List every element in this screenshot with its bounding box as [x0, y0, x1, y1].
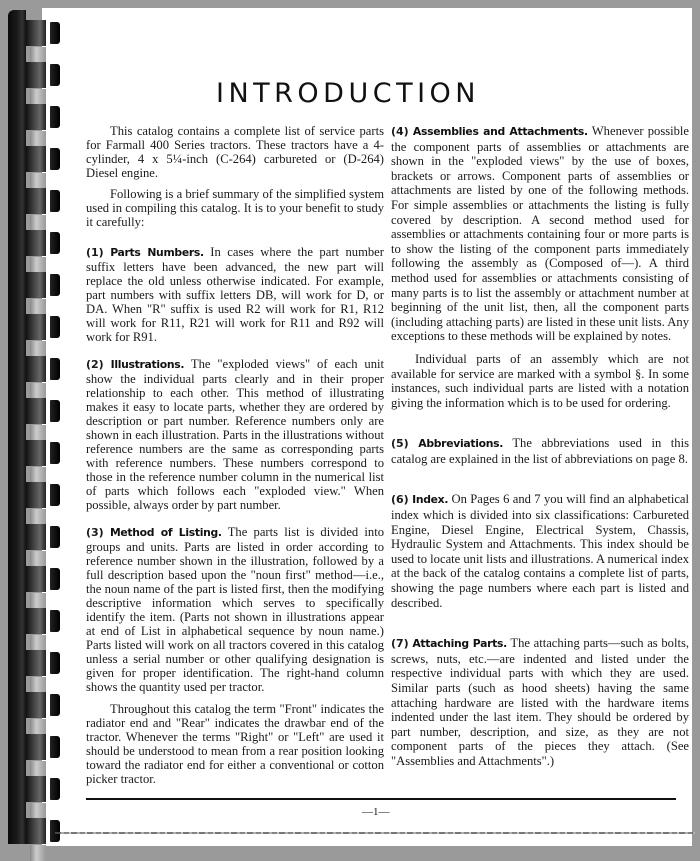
section-index [391, 492, 689, 610]
binding-gap [30, 803, 46, 819]
ring-tip [50, 526, 60, 548]
footer-rule [86, 798, 676, 800]
binding-ring [26, 650, 62, 676]
ring-tip [50, 274, 60, 296]
section-body: The attaching parts—such as bolts, screws, nuts, etc.—are indented and listed under the respective individual parts with which they are used. Similar parts (such as hood sheets) having the same attaching hardware are listed with the hardware items indented under the last item. They should be ordered by part number, description, and size, as they are not component parts of the pieces they attach. (See "Assemblies and Attachments".) [391, 636, 690, 768]
ring-base [26, 146, 46, 172]
binding-ring [26, 482, 62, 508]
ring-base [26, 272, 46, 298]
binding-ring [26, 398, 62, 424]
binding-gap [30, 425, 46, 441]
ring-tip [50, 694, 60, 716]
section-number: (6) [391, 493, 409, 507]
binding-ring [26, 20, 62, 46]
binding-gap [30, 341, 46, 357]
intro-paragraph: This catalog contains a complete list of service parts for Farmall 400 Series tractors. These tractors have a 4-cylinder, 4 x 5¼-inch (C-264) carbureted or (D-264) Diesel engine. [86, 124, 384, 180]
section-body: The parts list is divided into groups and units. Parts are listed in order according to reference number shown in the illustration, followed by a full description based upon the "noun first" method—i.e., the noun name of the part is listed first, then the modifying descriptive information which serves to specifically identify the item. (Parts not shown in illustrations appear at end of List in alphabetical sequence by noun name.) Parts listed will work on all tractors covered in this catalog unless a serial number or other qualifying designation is given for proper identification. The right-hand column shows the quantity used per tractor. [86, 525, 385, 694]
binding-ring [26, 524, 62, 550]
ring-base [26, 440, 46, 466]
section-body: Whenever possible the component parts of assemblies or attachments are shown in the "exploded views" by the use of boxes, brackets or arrows. Component parts of assemblies or attachments are listed by one of the following methods. For simple assemblies or attachments the listing is fully covered by description. A second method used for assemblies or attachments containing four or more parts is to show the listing of the component parts immediately following the assembly as (Composed of—). A third method used for assemblies or attachments consisting of many parts is to list the assembly or attachment number at beginning of the unit list, then, all the component parts (including attaching parts) are listed in these unit lists. Any exceptions to these methods will be explained by notes. [391, 124, 690, 344]
ring-base [26, 608, 46, 634]
binding-ring [26, 62, 62, 88]
section-number: (5) [391, 437, 409, 451]
page-bottom-edge [55, 832, 695, 834]
right-column [391, 124, 689, 769]
section-assemblies [391, 124, 689, 344]
service-symbol-paragraph: Individual parts of an assembly which are not available for service are marked with a symbol §. In some instances, such individual parts are listed with a notation giving the information which is to be used for ordering. [391, 351, 689, 410]
ring-base [26, 566, 46, 592]
ring-tip [50, 148, 60, 170]
binding-gap [30, 467, 46, 483]
comb-binding-icon [8, 10, 62, 844]
front-rear-paragraph: Throughout this catalog the term "Front" indicates the radiator end and "Rear" indicates the drawbar end of the tractor. Whenever the terms "Right" or "Left" are used it should be understood to mean from a rear position looking toward the radiator end for either a conventional or cotton picker tractor. [86, 702, 384, 786]
section-heading: Parts Numbers. [110, 246, 204, 259]
ring-tip [50, 106, 60, 128]
ring-tip [50, 232, 60, 254]
binding-ring [26, 104, 62, 130]
binding-gap [30, 635, 46, 651]
binding-gap [30, 509, 46, 525]
ring-base [26, 62, 46, 88]
page-number: —1— [362, 806, 390, 818]
ring-base [26, 692, 46, 718]
intro-paragraph: Following is a brief summary of the simplified system used in compiling this catalog. It is to your benefit to study it carefully: [86, 187, 384, 229]
ring-base [26, 104, 46, 130]
ring-tip [50, 484, 60, 506]
section-body: On Pages 6 and 7 you will find an alphabetical index which is divided into six classifications: Carbureted Engine, Diesel Engine, Electrical System, Chassis, Hydraulic System and Attachments. This index should be used to locate unit lists and illustrations. A numerical index at the back of the catalog contains a complete list of parts, showing the page numbers where each part is listed and described. [391, 492, 690, 610]
ring-base [26, 20, 46, 46]
binding-ring [26, 692, 62, 718]
section-number: (1) [86, 246, 104, 259]
section-method-of-listing [86, 525, 384, 694]
binding-gap [30, 173, 46, 189]
ring-base [26, 776, 46, 802]
binding-ring [26, 146, 62, 172]
ring-tip [50, 22, 60, 44]
section-number: (4) [391, 125, 409, 138]
binding-spine [8, 10, 26, 844]
ring-tip [50, 358, 60, 380]
ring-base [26, 818, 46, 844]
section-heading: Abbreviations. [418, 437, 504, 451]
ring-base [26, 188, 46, 214]
section-body: In cases where the part number suffix letters have been advanced, the new part will replace the old unless otherwise indicated. For example, part numbers with suffix letters DB, will work for D, or DA. When "R" suffix is used R2 will work for R1, R12 will work for R11, R21 will work for R11 and R92 will work for R91. [86, 245, 384, 344]
ring-tip [50, 610, 60, 632]
ring-tip [50, 400, 60, 422]
binding-gap [30, 257, 46, 273]
ring-tip [50, 316, 60, 338]
binding-ring [26, 356, 62, 382]
binding-gap [30, 551, 46, 567]
binding-gap [30, 47, 46, 63]
ring-base [26, 650, 46, 676]
section-heading: Illustrations. [110, 358, 185, 371]
section-abbreviations [391, 436, 689, 466]
section-body: The "exploded views" of each unit show the individual parts clearly and in their proper relationship to each other. This method of illustrating makes it easy to locate parts, whether they are ordered by description or part number. Reference numbers only are shown in each illustration. Parts in the illustrations without reference numbers are the same as corresponding parts with reference numbers. These numbers correspond to those in the reference number column in the numerical list of parts which follows each "exploded view." When possible, always order by part number. [86, 357, 385, 512]
ring-base [26, 734, 46, 760]
section-body: The abbreviations used in this catalog are explained in the list of abbreviations on page 8. [391, 436, 689, 466]
binding-ring [26, 272, 62, 298]
binding-gap [30, 89, 46, 105]
binding-gap [30, 761, 46, 777]
binding-gap [30, 677, 46, 693]
ring-base [26, 482, 46, 508]
section-heading: Assemblies and Attachments. [412, 125, 588, 138]
ring-tip [50, 190, 60, 212]
binding-ring [26, 188, 62, 214]
binding-gap [30, 719, 46, 735]
ring-base [26, 356, 46, 382]
ring-base [26, 230, 46, 256]
section-parts-numbers [86, 245, 384, 344]
binding-gap [30, 593, 46, 609]
binding-ring [26, 314, 62, 340]
binding-ring [26, 566, 62, 592]
ring-tip [50, 736, 60, 758]
page-title: INTRODUCTION [216, 78, 480, 109]
section-number: (7) [391, 637, 409, 651]
ring-tip [50, 568, 60, 590]
section-illustrations [86, 357, 384, 512]
binding-ring [26, 230, 62, 256]
section-heading: Attaching Parts. [412, 637, 507, 651]
binding-ring [26, 818, 62, 844]
binding-gap [30, 845, 46, 861]
ring-tip [50, 820, 60, 842]
binding-ring [26, 440, 62, 466]
ring-tip [50, 778, 60, 800]
section-attaching-parts [391, 636, 689, 768]
binding-gap [30, 131, 46, 147]
ring-tip [50, 652, 60, 674]
section-heading: Method of Listing. [109, 526, 222, 539]
ring-base [26, 524, 46, 550]
section-number: (3) [86, 526, 104, 539]
binding-gap [30, 299, 46, 315]
section-heading: Index. [412, 493, 449, 507]
ring-base [26, 314, 46, 340]
binding-gap [30, 383, 46, 399]
binding-gap [30, 215, 46, 231]
section-number: (2) [86, 358, 104, 371]
ring-tip [50, 442, 60, 464]
binding-ring [26, 734, 62, 760]
binding-ring [26, 608, 62, 634]
binding-ring [26, 776, 62, 802]
ring-tip [50, 64, 60, 86]
ring-base [26, 398, 46, 424]
left-column [86, 124, 384, 786]
